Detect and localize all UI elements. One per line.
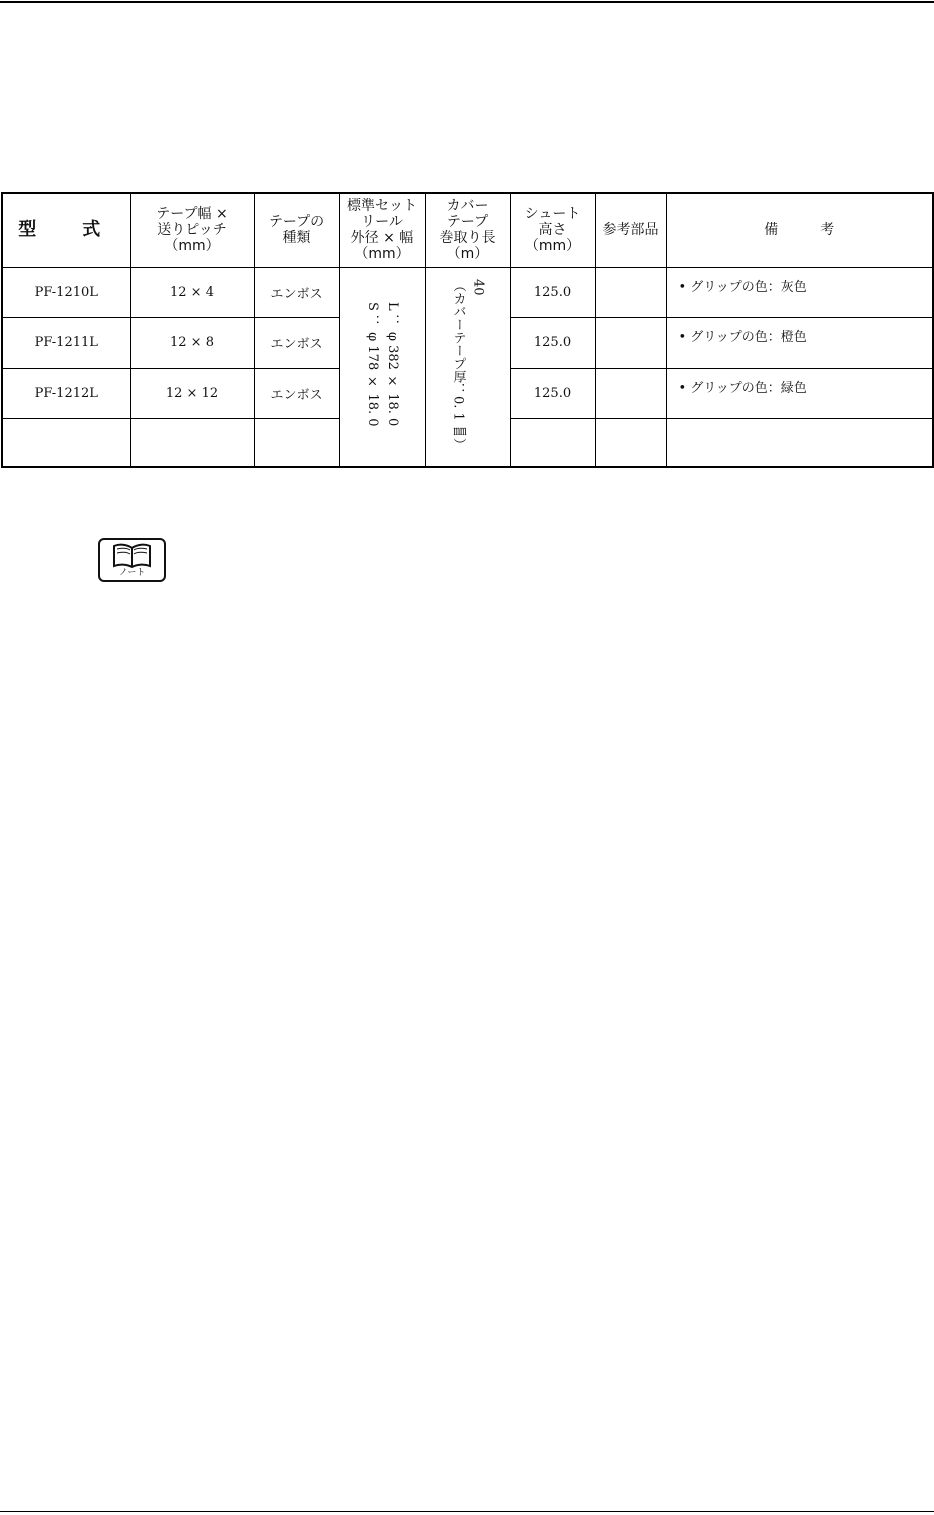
top-rule bbox=[0, 1, 934, 3]
header-model: 型 式 bbox=[2, 193, 130, 267]
reel-size-text: L ： φ 382 × 18. 0 S ： φ 178 × 18. 0 bbox=[365, 302, 400, 428]
header-remarks: 備 考 bbox=[666, 193, 933, 267]
cell-chute: 125.0 bbox=[510, 318, 595, 369]
cell-reel-size bbox=[339, 267, 425, 467]
cell-model: PF-1212L bbox=[2, 368, 130, 419]
cell-cover-tape bbox=[425, 267, 510, 467]
table-row bbox=[2, 267, 933, 318]
cell-chute bbox=[510, 419, 595, 468]
cover-tape-text: 40 （カバーテープ厚：0. 1 ㎜） bbox=[450, 278, 486, 451]
cell-type: エンボス bbox=[254, 318, 339, 369]
cell-ref bbox=[595, 267, 666, 318]
cell-model: PF-1211L bbox=[2, 318, 130, 369]
cell-tape: 12 × 8 bbox=[130, 318, 254, 369]
cell-remark: • グリップの色：灰色 bbox=[666, 267, 933, 318]
cell-ref bbox=[595, 368, 666, 419]
cell-type bbox=[254, 419, 339, 468]
cell-tape: 12 × 12 bbox=[130, 368, 254, 419]
header-reference: 参考部品 bbox=[595, 193, 666, 267]
note-label: ノート bbox=[118, 568, 146, 578]
bottom-rule bbox=[0, 1511, 934, 1512]
cell-ref bbox=[595, 318, 666, 369]
cell-tape bbox=[130, 419, 254, 468]
header-row bbox=[2, 193, 933, 267]
cell-ref bbox=[595, 419, 666, 468]
cell-remark: • グリップの色：橙色 bbox=[666, 318, 933, 369]
cell-remark bbox=[666, 419, 933, 468]
cell-chute: 125.0 bbox=[510, 267, 595, 318]
header-tape-width: テープ幅 × 送りピッチ （mm） bbox=[130, 193, 254, 267]
cell-model: PF-1210L bbox=[2, 267, 130, 318]
cell-type: エンボス bbox=[254, 368, 339, 419]
cell-model bbox=[2, 419, 130, 468]
cell-remark: • グリップの色：緑色 bbox=[666, 368, 933, 419]
header-tape-type: テープの 種類 bbox=[254, 193, 339, 267]
cell-chute: 125.0 bbox=[510, 368, 595, 419]
header-chute-height: シュート 高さ （mm） bbox=[510, 193, 595, 267]
header-cover-tape: カバー テープ 巻取り長 （m） bbox=[425, 193, 510, 267]
cell-type: エンボス bbox=[254, 267, 339, 318]
cell-tape: 12 × 4 bbox=[130, 267, 254, 318]
open-book-icon bbox=[112, 543, 152, 569]
header-reel: 標準セット リール 外径 × 幅 （mm） bbox=[339, 193, 425, 267]
spec-table bbox=[1, 192, 934, 468]
note-icon bbox=[98, 538, 166, 582]
